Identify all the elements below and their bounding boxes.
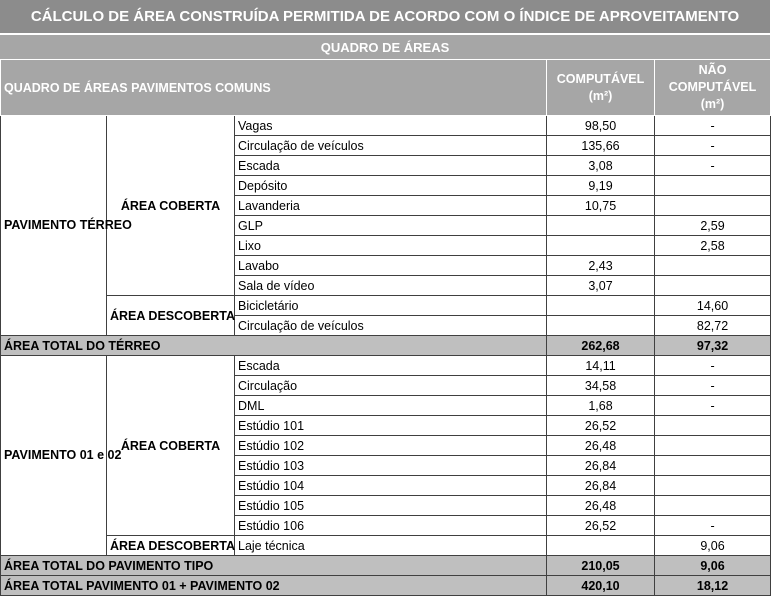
item-name: Estúdio 106 [235,516,547,536]
item-name: Escada [235,356,547,376]
grand-total-label: ÁREA TOTAL PAVIMENTO 01 + PAVIMENTO 02 [1,576,547,596]
terreo-group-label: PAVIMENTO TÉRREO [1,116,107,336]
nao-computavel-value [655,456,771,476]
table-row [1,296,771,316]
table-header-row [1,60,771,116]
item-name: Estúdio 102 [235,436,547,456]
nao-computavel-value [655,196,771,216]
table-row [1,116,771,136]
nao-computavel-value: - [655,356,771,376]
item-name: Sala de vídeo [235,276,547,296]
tipo-area-coberta-label: ÁREA COBERTA [107,356,235,536]
computavel-value [547,236,655,256]
nao-computavel-value [655,476,771,496]
nao-computavel-value [655,276,771,296]
terreo-total-computavel: 262,68 [547,336,655,356]
computavel-value: 34,58 [547,376,655,396]
computavel-value: 10,75 [547,196,655,216]
computavel-value: 26,84 [547,476,655,496]
computavel-value: 26,48 [547,436,655,456]
nao-computavel-value: - [655,376,771,396]
nao-computavel-value [655,496,771,516]
item-name: Vagas [235,116,547,136]
item-name: Estúdio 105 [235,496,547,516]
tipo-group-label: PAVIMENTO 01 e 02 [1,356,107,556]
tipo-total-computavel: 210,05 [547,556,655,576]
nao-computavel-value [655,416,771,436]
table-subtitle: QUADRO DE ÁREAS [0,35,770,59]
item-name: Estúdio 104 [235,476,547,496]
tipo-total-nao-computavel: 9,06 [655,556,771,576]
computavel-value: 135,66 [547,136,655,156]
grand-total-row [1,576,771,596]
table-row [1,356,771,376]
section-header: QUADRO DE ÁREAS PAVIMENTOS COMUNS [1,60,547,116]
computavel-value [547,316,655,336]
nao-computavel-value: - [655,516,771,536]
item-name: Estúdio 101 [235,416,547,436]
tipo-total-row [1,556,771,576]
tipo-area-descoberta-label: ÁREA DESCOBERTA [107,536,235,556]
terreo-area-descoberta-label: ÁREA DESCOBERTA [107,296,235,336]
terreo-total-label: ÁREA TOTAL DO TÉRREO [1,336,547,356]
nao-computavel-value: 82,72 [655,316,771,336]
grand-total-nao-computavel: 18,12 [655,576,771,596]
item-name: Circulação [235,376,547,396]
tipo-total-label: ÁREA TOTAL DO PAVIMENTO TIPO [1,556,547,576]
nao-computavel-value: - [655,136,771,156]
item-name: Circulação de veículos [235,316,547,336]
computavel-value: 3,07 [547,276,655,296]
item-name: Escada [235,156,547,176]
computavel-value: 2,43 [547,256,655,276]
nao-computavel-header: NÃO COMPUTÁVEL (m²) [655,60,771,116]
item-name: Estúdio 103 [235,456,547,476]
computavel-value: 14,11 [547,356,655,376]
terreo-total-row [1,336,771,356]
item-name: Lavanderia [235,196,547,216]
computavel-value: 1,68 [547,396,655,416]
table-row [1,536,771,556]
nao-computavel-value: 9,06 [655,536,771,556]
nao-computavel-value: - [655,156,771,176]
computavel-value: 26,48 [547,496,655,516]
item-name: Depósito [235,176,547,196]
computavel-value [547,216,655,236]
computavel-value: 26,84 [547,456,655,476]
computavel-header: COMPUTÁVEL (m²) [547,60,655,116]
computavel-value: 3,08 [547,156,655,176]
computavel-value [547,296,655,316]
item-name: DML [235,396,547,416]
item-name: Lavabo [235,256,547,276]
areas-table [0,59,771,596]
item-name: GLP [235,216,547,236]
computavel-value: 98,50 [547,116,655,136]
nao-computavel-value [655,256,771,276]
item-name: Lixo [235,236,547,256]
item-name: Bicicletário [235,296,547,316]
computavel-value: 26,52 [547,416,655,436]
nao-computavel-value [655,176,771,196]
nao-computavel-value: - [655,116,771,136]
nao-computavel-value: 14,60 [655,296,771,316]
grand-total-computavel: 420,10 [547,576,655,596]
item-name: Circulação de veículos [235,136,547,156]
terreo-total-nao-computavel: 97,32 [655,336,771,356]
item-name: Laje técnica [235,536,547,556]
computavel-value [547,536,655,556]
page-title: CÁLCULO DE ÁREA CONSTRUÍDA PERMITIDA DE ACORDO COM O ÍNDICE DE APROVEITAMENTO [0,0,770,34]
nao-computavel-value: - [655,396,771,416]
computavel-value: 26,52 [547,516,655,536]
computavel-value: 9,19 [547,176,655,196]
nao-computavel-value: 2,59 [655,216,771,236]
nao-computavel-value: 2,58 [655,236,771,256]
nao-computavel-value [655,436,771,456]
terreo-area-coberta-label: ÁREA COBERTA [107,116,235,296]
